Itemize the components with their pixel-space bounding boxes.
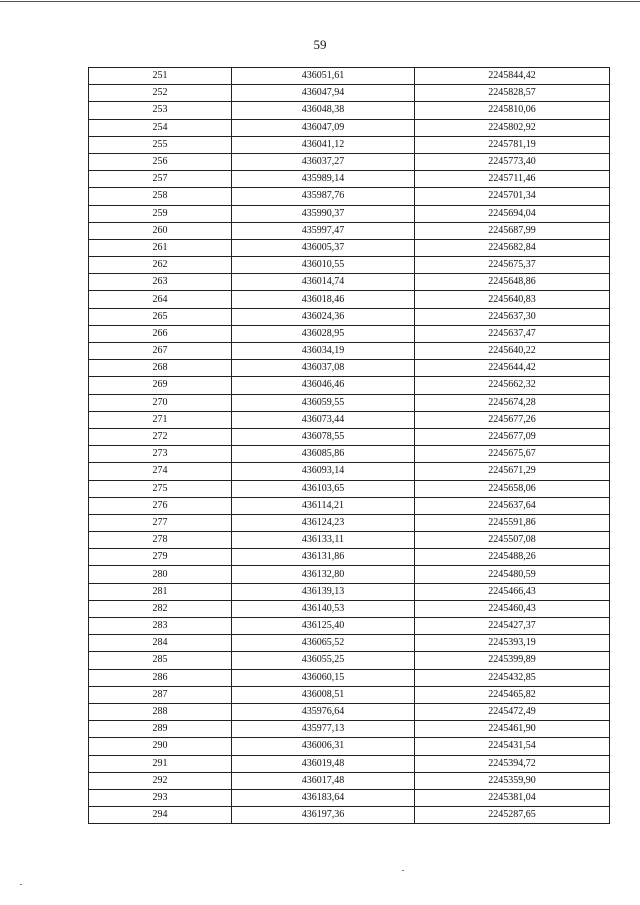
y-coordinate-cell: 2245781,19	[415, 136, 610, 153]
table-row	[89, 343, 610, 360]
point-number-cell: 257	[89, 171, 232, 188]
coordinates-table	[88, 67, 610, 824]
y-coordinate-cell: 2245640,83	[415, 291, 610, 308]
point-number-cell: 285	[89, 652, 232, 669]
y-coordinate-cell: 2245701,34	[415, 188, 610, 205]
y-coordinate-cell: 2245773,40	[415, 153, 610, 170]
point-number-cell: 265	[89, 308, 232, 325]
y-coordinate-cell: 2245287,65	[415, 807, 610, 824]
point-number-cell: 251	[89, 68, 232, 85]
y-coordinate-cell: 2245393,19	[415, 635, 610, 652]
x-coordinate-cell: 436046,46	[232, 377, 415, 394]
x-coordinate-cell: 436048,38	[232, 102, 415, 119]
y-coordinate-cell: 2245466,43	[415, 583, 610, 600]
x-coordinate-cell: 436140,53	[232, 600, 415, 617]
point-number-cell: 284	[89, 635, 232, 652]
point-number-cell: 262	[89, 257, 232, 274]
table-row	[89, 257, 610, 274]
table-row	[89, 360, 610, 377]
x-coordinate-cell: 436037,08	[232, 360, 415, 377]
table-row	[89, 291, 610, 308]
table-row	[89, 222, 610, 239]
point-number-cell: 288	[89, 703, 232, 720]
x-coordinate-cell: 436010,55	[232, 257, 415, 274]
point-number-cell: 277	[89, 514, 232, 531]
table-row	[89, 239, 610, 256]
x-coordinate-cell: 436124,23	[232, 514, 415, 531]
point-number-cell: 273	[89, 446, 232, 463]
point-number-cell: 281	[89, 583, 232, 600]
x-coordinate-cell: 435977,13	[232, 721, 415, 738]
point-number-cell: 274	[89, 463, 232, 480]
x-coordinate-cell: 436085,86	[232, 446, 415, 463]
x-coordinate-cell: 436014,74	[232, 274, 415, 291]
scan-speck	[402, 870, 404, 871]
table-row	[89, 635, 610, 652]
y-coordinate-cell: 2245662,32	[415, 377, 610, 394]
point-number-cell: 268	[89, 360, 232, 377]
y-coordinate-cell: 2245399,89	[415, 652, 610, 669]
y-coordinate-cell: 2245359,90	[415, 772, 610, 789]
y-coordinate-cell: 2245432,85	[415, 669, 610, 686]
y-coordinate-cell: 2245637,64	[415, 497, 610, 514]
y-coordinate-cell: 2245480,59	[415, 566, 610, 583]
x-coordinate-cell: 436139,13	[232, 583, 415, 600]
x-coordinate-cell: 435976,64	[232, 703, 415, 720]
y-coordinate-cell: 2245507,08	[415, 532, 610, 549]
x-coordinate-cell: 436034,19	[232, 343, 415, 360]
x-coordinate-cell: 436005,37	[232, 239, 415, 256]
table-row	[89, 703, 610, 720]
table-row	[89, 119, 610, 136]
x-coordinate-cell: 436073,44	[232, 411, 415, 428]
point-number-cell: 279	[89, 549, 232, 566]
x-coordinate-cell: 436051,61	[232, 68, 415, 85]
y-coordinate-cell: 2245675,37	[415, 257, 610, 274]
y-coordinate-cell: 2245591,86	[415, 514, 610, 531]
y-coordinate-cell: 2245637,30	[415, 308, 610, 325]
point-number-cell: 287	[89, 686, 232, 703]
table-row	[89, 652, 610, 669]
y-coordinate-cell: 2245637,47	[415, 325, 610, 342]
table-row	[89, 480, 610, 497]
y-coordinate-cell: 2245461,90	[415, 721, 610, 738]
y-coordinate-cell: 2245488,26	[415, 549, 610, 566]
table-row	[89, 600, 610, 617]
point-number-cell: 283	[89, 618, 232, 635]
x-coordinate-cell: 436018,46	[232, 291, 415, 308]
point-number-cell: 271	[89, 411, 232, 428]
x-coordinate-cell: 436131,86	[232, 549, 415, 566]
point-number-cell: 259	[89, 205, 232, 222]
x-coordinate-cell: 436017,48	[232, 772, 415, 789]
table-row	[89, 686, 610, 703]
table-row	[89, 566, 610, 583]
y-coordinate-cell: 2245394,72	[415, 755, 610, 772]
point-number-cell: 280	[89, 566, 232, 583]
table-row	[89, 532, 610, 549]
x-coordinate-cell: 435989,14	[232, 171, 415, 188]
table-row	[89, 618, 610, 635]
point-number-cell: 258	[89, 188, 232, 205]
table-row	[89, 136, 610, 153]
x-coordinate-cell: 436047,94	[232, 85, 415, 102]
x-coordinate-cell: 436008,51	[232, 686, 415, 703]
point-number-cell: 276	[89, 497, 232, 514]
table-row	[89, 85, 610, 102]
x-coordinate-cell: 436047,09	[232, 119, 415, 136]
point-number-cell: 294	[89, 807, 232, 824]
y-coordinate-cell: 2245844,42	[415, 68, 610, 85]
table-row	[89, 789, 610, 806]
point-number-cell: 255	[89, 136, 232, 153]
point-number-cell: 252	[89, 85, 232, 102]
x-coordinate-cell: 436028,95	[232, 325, 415, 342]
x-coordinate-cell: 436183,64	[232, 789, 415, 806]
y-coordinate-cell: 2245431,54	[415, 738, 610, 755]
point-number-cell: 264	[89, 291, 232, 308]
page-number: 59	[313, 37, 327, 52]
x-coordinate-cell: 436041,12	[232, 136, 415, 153]
y-coordinate-cell: 2245687,99	[415, 222, 610, 239]
point-number-cell: 266	[89, 325, 232, 342]
x-coordinate-cell: 436133,11	[232, 532, 415, 549]
table-row	[89, 188, 610, 205]
x-coordinate-cell: 436024,36	[232, 308, 415, 325]
point-number-cell: 270	[89, 394, 232, 411]
y-coordinate-cell: 2245711,46	[415, 171, 610, 188]
scan-speck	[20, 884, 22, 885]
table-row	[89, 274, 610, 291]
x-coordinate-cell: 436125,40	[232, 618, 415, 635]
point-number-cell: 254	[89, 119, 232, 136]
table-row	[89, 549, 610, 566]
point-number-cell: 256	[89, 153, 232, 170]
x-coordinate-cell: 436103,65	[232, 480, 415, 497]
table-row	[89, 583, 610, 600]
y-coordinate-cell: 2245658,06	[415, 480, 610, 497]
point-number-cell: 286	[89, 669, 232, 686]
table-row	[89, 772, 610, 789]
table-row	[89, 205, 610, 222]
table-row	[89, 377, 610, 394]
x-coordinate-cell: 435997,47	[232, 222, 415, 239]
table-row	[89, 463, 610, 480]
x-coordinate-cell: 436065,52	[232, 635, 415, 652]
y-coordinate-cell: 2245674,28	[415, 394, 610, 411]
point-number-cell: 272	[89, 428, 232, 445]
y-coordinate-cell: 2245694,04	[415, 205, 610, 222]
point-number-cell: 260	[89, 222, 232, 239]
table-row	[89, 738, 610, 755]
y-coordinate-cell: 2245640,22	[415, 343, 610, 360]
table-row	[89, 807, 610, 824]
point-number-cell: 253	[89, 102, 232, 119]
point-number-cell: 289	[89, 721, 232, 738]
table-row	[89, 102, 610, 119]
x-coordinate-cell: 436019,48	[232, 755, 415, 772]
x-coordinate-cell: 436093,14	[232, 463, 415, 480]
point-number-cell: 278	[89, 532, 232, 549]
x-coordinate-cell: 436114,21	[232, 497, 415, 514]
table-row	[89, 514, 610, 531]
top-scan-edge	[0, 1, 640, 2]
table-row	[89, 68, 610, 85]
table-row	[89, 411, 610, 428]
coordinates-table-body	[89, 68, 610, 824]
x-coordinate-cell: 435987,76	[232, 188, 415, 205]
y-coordinate-cell: 2245381,04	[415, 789, 610, 806]
point-number-cell: 293	[89, 789, 232, 806]
y-coordinate-cell: 2245677,26	[415, 411, 610, 428]
x-coordinate-cell: 436060,15	[232, 669, 415, 686]
table-row	[89, 308, 610, 325]
table-row	[89, 325, 610, 342]
table-row	[89, 446, 610, 463]
x-coordinate-cell: 436055,25	[232, 652, 415, 669]
point-number-cell: 263	[89, 274, 232, 291]
table-row	[89, 755, 610, 772]
x-coordinate-cell: 436078,55	[232, 428, 415, 445]
y-coordinate-cell: 2245460,43	[415, 600, 610, 617]
y-coordinate-cell: 2245648,86	[415, 274, 610, 291]
y-coordinate-cell: 2245810,06	[415, 102, 610, 119]
point-number-cell: 269	[89, 377, 232, 394]
table-row	[89, 669, 610, 686]
x-coordinate-cell: 436059,55	[232, 394, 415, 411]
table-row	[89, 497, 610, 514]
table-row	[89, 153, 610, 170]
y-coordinate-cell: 2245675,67	[415, 446, 610, 463]
x-coordinate-cell: 436006,31	[232, 738, 415, 755]
table-row	[89, 721, 610, 738]
point-number-cell: 267	[89, 343, 232, 360]
point-number-cell: 292	[89, 772, 232, 789]
table-row	[89, 171, 610, 188]
point-number-cell: 290	[89, 738, 232, 755]
table-row	[89, 394, 610, 411]
y-coordinate-cell: 2245802,92	[415, 119, 610, 136]
y-coordinate-cell: 2245644,42	[415, 360, 610, 377]
point-number-cell: 291	[89, 755, 232, 772]
table-row	[89, 428, 610, 445]
y-coordinate-cell: 2245828,57	[415, 85, 610, 102]
y-coordinate-cell: 2245671,29	[415, 463, 610, 480]
point-number-cell: 261	[89, 239, 232, 256]
point-number-cell: 275	[89, 480, 232, 497]
y-coordinate-cell: 2245465,82	[415, 686, 610, 703]
x-coordinate-cell: 435990,37	[232, 205, 415, 222]
y-coordinate-cell: 2245427,37	[415, 618, 610, 635]
x-coordinate-cell: 436132,80	[232, 566, 415, 583]
y-coordinate-cell: 2245677,09	[415, 428, 610, 445]
y-coordinate-cell: 2245682,84	[415, 239, 610, 256]
point-number-cell: 282	[89, 600, 232, 617]
x-coordinate-cell: 436037,27	[232, 153, 415, 170]
x-coordinate-cell: 436197,36	[232, 807, 415, 824]
y-coordinate-cell: 2245472,49	[415, 703, 610, 720]
